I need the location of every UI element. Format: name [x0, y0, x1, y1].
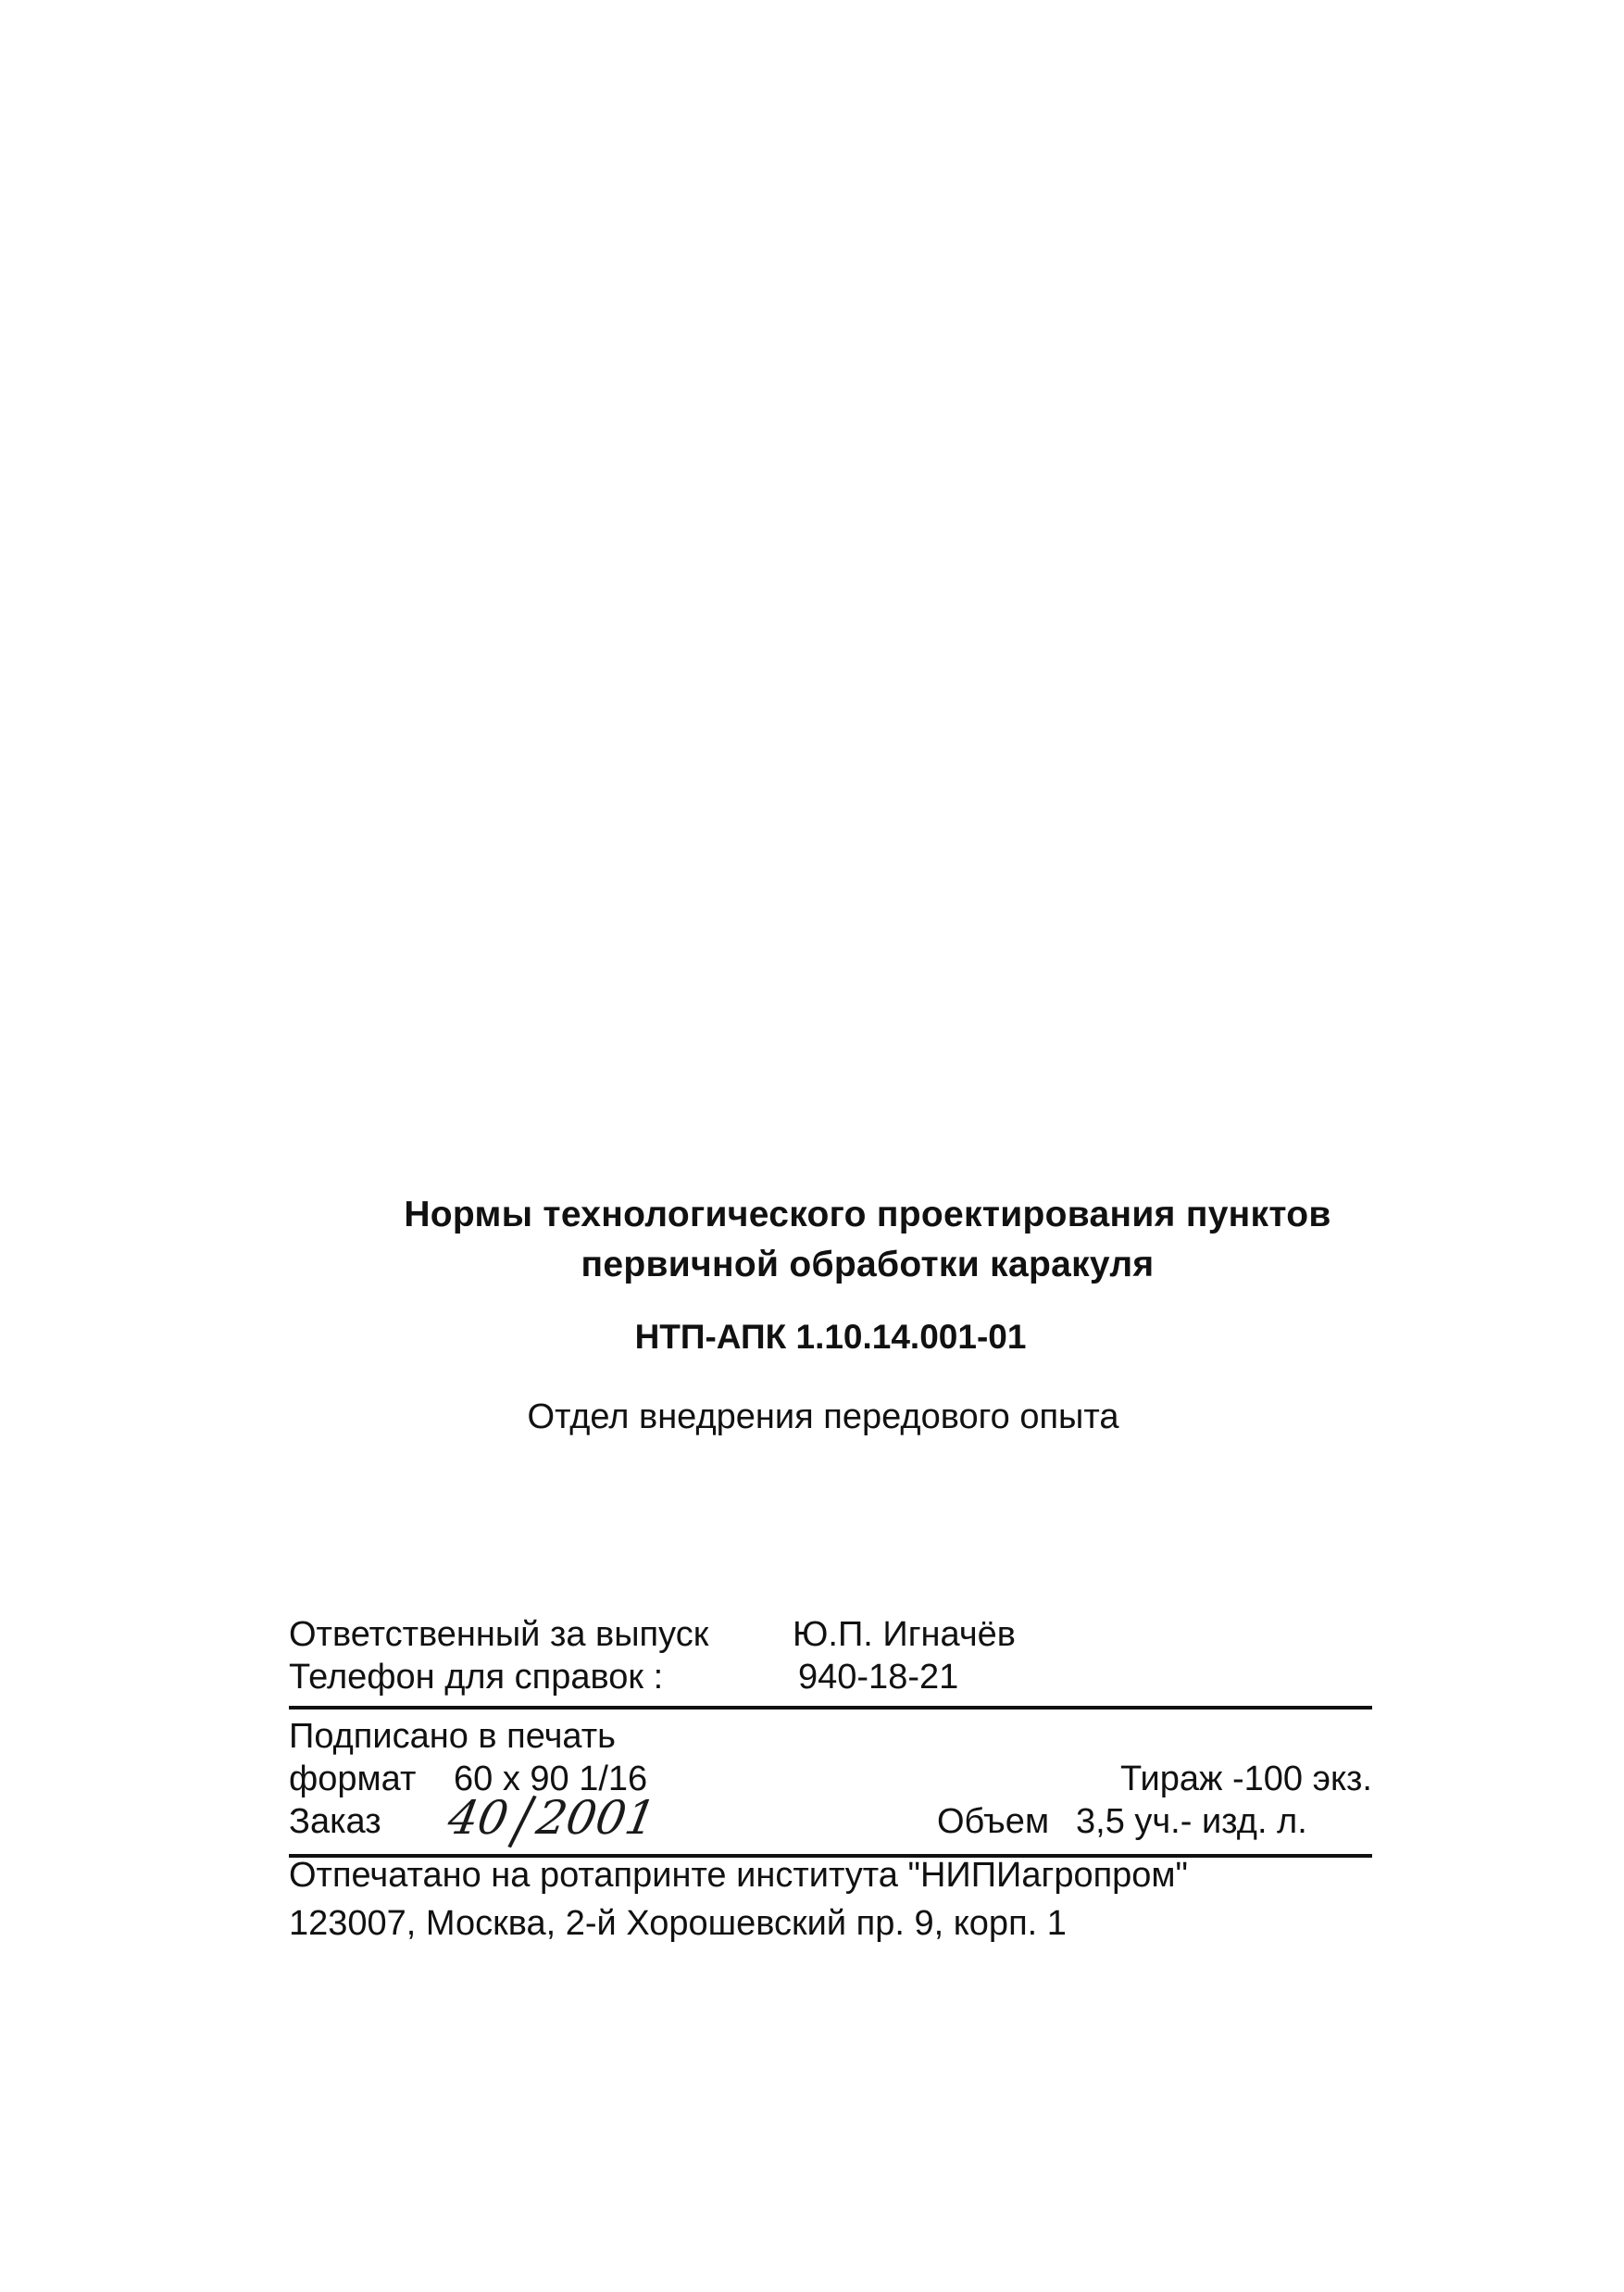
format-value: 60 х 90 1/16	[454, 1760, 648, 1798]
document-title-line-1: Нормы технологического проектирования пунктов	[404, 1195, 1331, 1234]
printed-row-2	[289, 1902, 1372, 1945]
order-label: Заказ	[289, 1802, 381, 1841]
printed-line-1: Отпечатано на ротапринте института "НИПИагропром"	[289, 1856, 1189, 1895]
responsible-label: Ответственный за выпуск	[289, 1615, 709, 1654]
format-label: формат	[289, 1760, 417, 1798]
signed-label: Подписано в печать	[289, 1717, 616, 1756]
phone-row	[289, 1656, 1372, 1698]
phone-value: 940-18-21	[798, 1658, 959, 1697]
printed-line-2: 123007, Москва, 2-й Хорошевский пр. 9, корп. 1	[289, 1904, 1067, 1943]
department-name: Отдел внедрения передового опыта	[527, 1397, 1119, 1436]
handwritten-order-number	[443, 1791, 660, 1848]
order-number: 40	[443, 1791, 513, 1845]
document-title-line-2: первичной обработки каракуля	[581, 1245, 1155, 1284]
phone-label: Телефон для справок :	[289, 1658, 664, 1697]
slash-stroke	[507, 1796, 536, 1847]
printed-row-1	[289, 1854, 1372, 1897]
signed-row	[289, 1715, 1372, 1758]
document-code: НТП-АПК 1.10.14.001-01	[634, 1318, 1027, 1356]
responsible-row	[289, 1613, 1372, 1656]
responsible-value: Ю.П. Игначёв	[793, 1615, 1016, 1654]
volume-label: Объем	[937, 1802, 1050, 1841]
order-row	[289, 1791, 1372, 1845]
format-row	[289, 1758, 1372, 1800]
title-block	[0, 1190, 1624, 1437]
divider-top	[289, 1706, 1372, 1710]
order-year: 2001	[532, 1791, 660, 1845]
imprint-block	[289, 1613, 1372, 1945]
circulation-value: Тираж -100 экз.	[1119, 1760, 1372, 1798]
volume-value: 3,5 уч.- изд. л.	[1076, 1802, 1307, 1841]
